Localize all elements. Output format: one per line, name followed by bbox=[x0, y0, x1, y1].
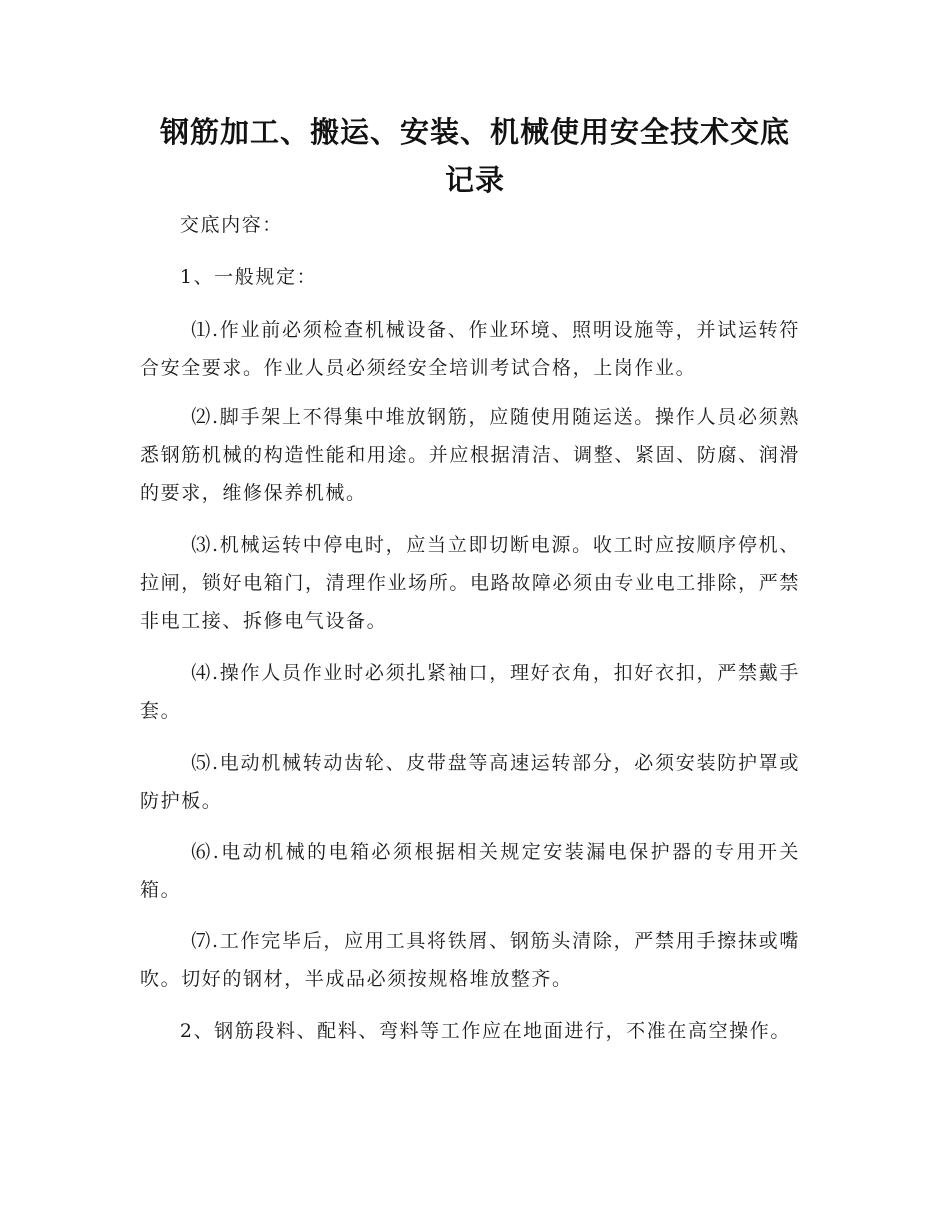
document-title-line-1: 钢筋加工、搬运、安装、机械使用安全技术交底 bbox=[159, 115, 790, 149]
rule-item-6: ⑹.电动机械的电箱必须根据相关规定安装漏电保护器的专用开关箱。 bbox=[140, 841, 800, 901]
rule-item-4: ⑷.操作人员作业时必须扎紧袖口，理好衣角，扣好衣扣，严禁戴手套。 bbox=[140, 662, 800, 722]
rule-item-2: ⑵.脚手架上不得集中堆放钢筋，应随使用随运送。操作人员必须熟悉钢筋机械的构造性能和用途。并应根据清洁、调整、紧固、防腐、润滑的要求，维修保养机械。 bbox=[140, 406, 800, 504]
rule-item-5: ⑸.电动机械转动齿轮、皮带盘等高速运转部分，必须安装防护罩或防护板。 bbox=[140, 752, 800, 812]
section-2-paragraph: 2、钢筋段料、配料、弯料等工作应在地面进行，不准在高空操作。 bbox=[179, 1020, 791, 1042]
document-title bbox=[140, 108, 810, 204]
document-title-line-2: 记录 bbox=[444, 163, 505, 197]
intro-label: 交底内容： bbox=[179, 214, 283, 236]
rule-item-7: ⑺.工作完毕后，应用工具将铁屑、钢筋头清除，严禁用手擦抹或嘴吹。切好的钢材，半成品必须按规格堆放整齐。 bbox=[140, 930, 800, 990]
section-1-heading: 1、一般规定： bbox=[179, 266, 318, 288]
rule-item-1: ⑴.作业前必须检查机械设备、作业环境、照明设施等，并试运转符合安全要求。作业人员必须经安全培训考试合格，上岗作业。 bbox=[140, 319, 800, 379]
rule-item-3: ⑶.机械运转中停电时，应当立即切断电源。收工时应按顺序停机、拉闸，锁好电箱门，清理作业场所。电路故障必须由专业电工排除，严禁非电工接、拆修电气设备。 bbox=[140, 534, 800, 632]
